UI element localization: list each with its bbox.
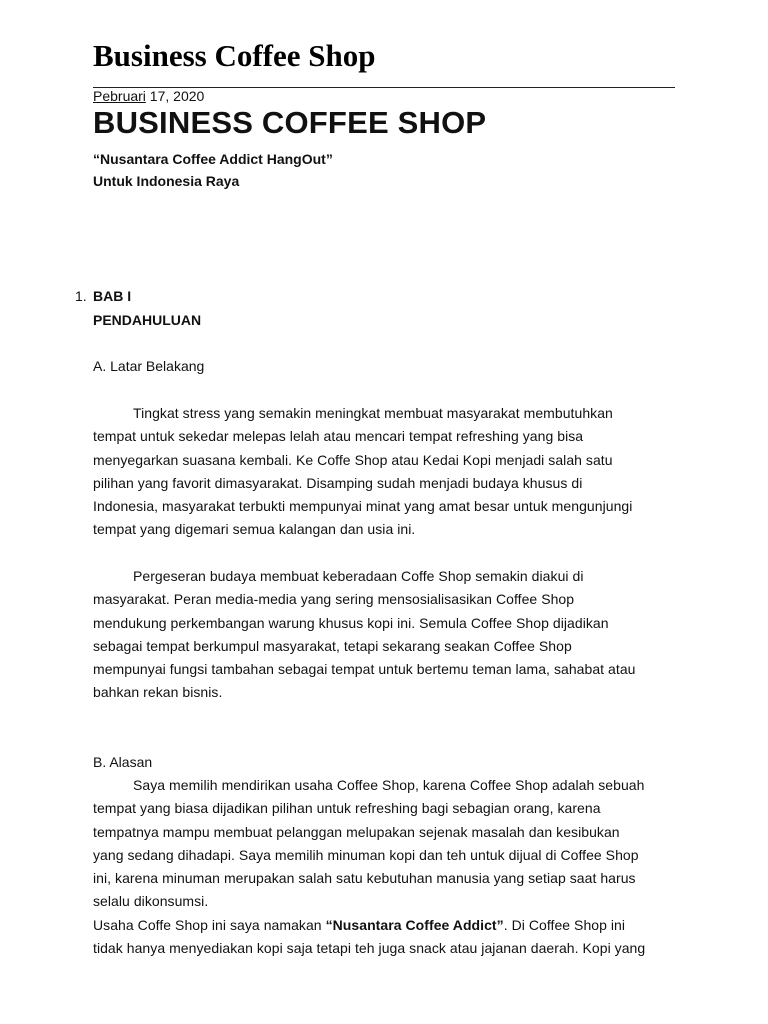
paragraph-line — [93, 914, 683, 937]
chapter-label: BAB I — [93, 288, 132, 304]
paragraph-line: tempat yang biasa dijadikan pilihan untuk refreshing bagi sebagian orang, karena — [93, 800, 601, 817]
paragraph-line: mempunyai fungsi tambahan sebagai tempat untuk bertemu teman lama, sahabat atau — [93, 661, 636, 678]
paragraph-line: masyarakat. Peran media-media yang sering mensosialisasikan Coffee Shop — [93, 591, 575, 608]
section-b-heading: B. Alasan — [93, 754, 153, 770]
paragraph-line: mendukung perkembangan warung khusus kopi ini. Semula Coffee Shop dijadikan — [93, 614, 609, 631]
paragraph-a1 — [93, 402, 683, 542]
paragraph-a2 — [93, 565, 683, 705]
paragraph-line: Pergeseran budaya membuat keberadaan Coffe Shop semakin diakui di — [133, 568, 584, 584]
section-a-heading: A. Latar Belakang — [93, 358, 205, 374]
post-date-day-year: 17, 2020 — [145, 88, 205, 104]
paragraph-line: sebagai tempat berkumpul masyarakat, tetapi sekarang seakan Coffee Shop — [93, 637, 572, 654]
paragraph-line: menyegarkan suasana kembali. Ke Coffe Shop atau Kedai Kopi menjadi salah satu — [93, 451, 613, 468]
paragraph-line: Saya memilih mendirikan usaha Coffee Shop, karena Coffee Shop adalah sebuah — [133, 777, 645, 793]
paragraph-line: ini, karena minuman merupakan salah satu kebutuhan manusia yang setiap saat harus — [93, 870, 636, 887]
blog-title[interactable]: Business Coffee Shop — [93, 38, 376, 73]
business-name: “Nusantara Coffee Addict” — [325, 916, 504, 933]
paragraph-line: selalu dikonsumsi. — [93, 893, 209, 910]
paragraph-line: tempat yang digemari semua kalangan dan usia ini. — [93, 521, 416, 538]
paragraph-line: bahkan rekan bisnis. — [93, 684, 223, 701]
text-segment: Usaha Coffe Shop ini saya namakan — [93, 916, 326, 933]
paragraph-line: pilihan yang favorit dimasyarakat. Disamping sudah menjadi budaya khusus di — [93, 474, 583, 491]
paragraph-line: yang sedang dihadapi. Saya memilih minuman kopi dan teh untuk dijual di Coffee Shop — [93, 846, 639, 863]
document-heading: BUSINESS COFFEE SHOP — [93, 105, 487, 140]
post-date-month[interactable]: Pebruari — [93, 88, 146, 104]
chapter-title: PENDAHULUAN — [93, 312, 202, 328]
list-number: 1. — [75, 288, 87, 304]
paragraph-line: tidak hanya menyediakan kopi saja tetapi teh juga snack atau jajanan daerah. Kopi yang — [93, 940, 646, 957]
paragraph-line: tempat untuk sekedar melepas lelah atau mencari tempat refreshing yang bisa — [93, 428, 584, 445]
paragraph-line: Tingkat stress yang semakin meningkat membuat masyarakat membutuhkan — [133, 405, 613, 421]
paragraph-b1 — [93, 774, 683, 960]
paragraph-line: Indonesia, masyarakat terbukti mempunyai minat yang amat besar untuk mengunjungi — [93, 498, 633, 515]
tagline-subtitle: Untuk Indonesia Raya — [93, 173, 240, 189]
tagline-quote: “Nusantara Coffee Addict HangOut” — [93, 151, 333, 167]
text-segment: . Di Coffee Shop ini — [503, 916, 626, 933]
paragraph-line: tempatnya mampu membuat pelanggan melupakan sejenak masalah dan kesibukan — [93, 823, 620, 840]
